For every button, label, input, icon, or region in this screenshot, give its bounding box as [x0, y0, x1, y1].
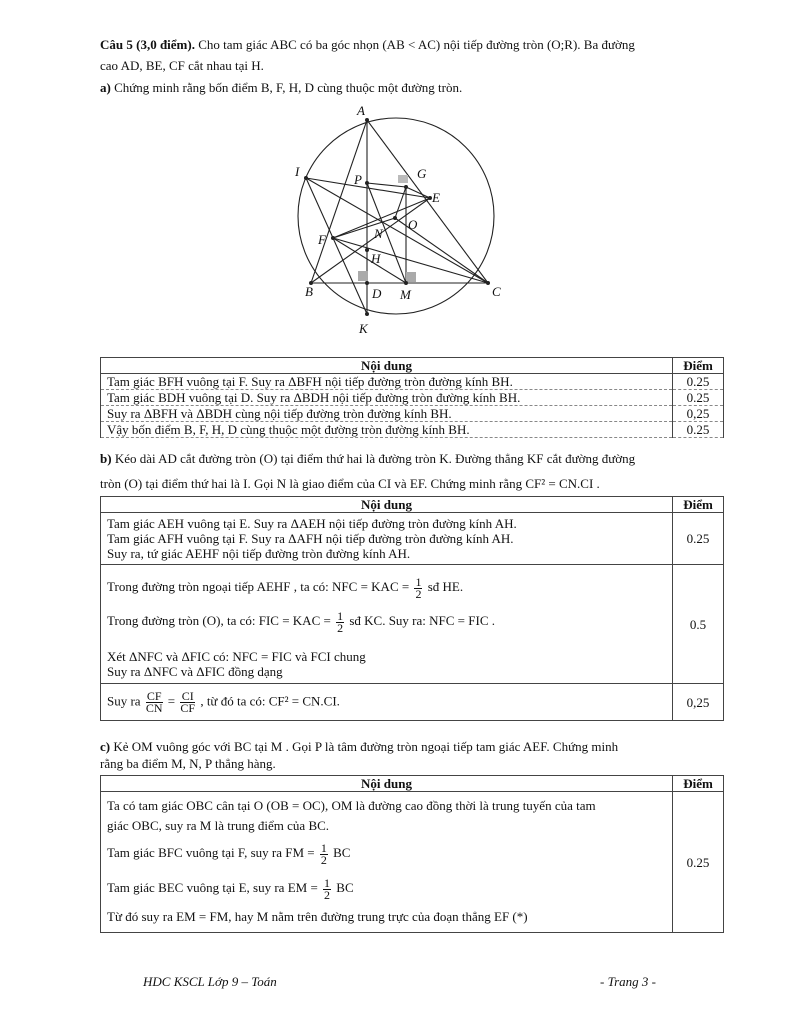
fraction: $\frac{1}{2}$ [415, 574, 422, 601]
header-score: Điểm [673, 776, 724, 792]
table-part-a [100, 357, 724, 438]
row-text: sđ HE. [424, 579, 464, 594]
row-text: sđ KC. Suy ra: NFC = FIC . [346, 613, 495, 628]
table-row [101, 513, 724, 565]
table-row [101, 422, 724, 438]
question-text-1: Cho tam giác ABC có ba góc nhọn (AB < AC) nội tiếp đường tròn (O;R). Ba đường [194, 37, 635, 52]
part-c-label: c) [100, 739, 111, 754]
part-a-prompt [100, 80, 462, 96]
label-i: I [295, 164, 300, 179]
row-score: 0.25 [673, 390, 724, 406]
row-line: Tam giác AEH vuông tại E. Suy ra ΔAEH nội tiếp đường tròn đường kính AH. [107, 516, 517, 531]
part-a-text: Chứng minh rằng bốn điểm B, F, H, D cùng thuộc một đường tròn. [110, 80, 463, 95]
table-row [101, 390, 724, 406]
row-text: Suy ra ΔBFH và ΔBDH cùng nội tiếp đường tròn đường kính BH. [101, 406, 673, 422]
row-text: Trong đường tròn (O), ta có: FIC = KAC = [107, 613, 335, 628]
row-line: Suy ra ΔNFC và ΔFIC đồng dạng [107, 664, 283, 679]
row-line: Xét ΔNFC và ΔFIC có: NFC = FIC và FCI chung [107, 649, 366, 664]
label-n: N [374, 226, 383, 241]
fraction: $\frac{1}{2}$ [324, 875, 331, 902]
label-c: C [492, 284, 501, 299]
header-score: Điểm [673, 358, 724, 374]
row-text: BC [329, 845, 351, 860]
table-row [101, 406, 724, 422]
fraction: $\frac{1}{2}$ [320, 840, 327, 867]
part-b-label: b) [100, 451, 112, 466]
header-score: Điểm [673, 497, 724, 513]
row-line: Từ đó suy ra EM = FM, hay M nằm trên đường trung trực của đoạn thẳng EF (*) [107, 909, 528, 924]
label-k: K [359, 321, 368, 336]
question-label: Câu 5 (3,0 điểm). [100, 37, 195, 52]
row-text: BC [333, 880, 354, 895]
header-content: Nội dung [101, 358, 673, 374]
row-score: 0.25 [673, 513, 724, 565]
footer-page-number: - Trang 3 - [600, 974, 656, 989]
row-score: 0.5 [673, 565, 724, 684]
row-text: Tam giác BDH vuông tại D. Suy ra ΔBDH nội tiếp đường tròn đường kính BH. [101, 390, 673, 406]
row-score: 0.25 [673, 374, 724, 390]
label-e: E [432, 190, 440, 205]
row-text: , từ đó ta có: CF² = CN.CI. [197, 692, 340, 708]
header-content: Nội dung [101, 776, 673, 792]
label-h: H [371, 251, 381, 266]
row-text: Vậy bốn điểm B, F, H, D cùng thuộc một đường tròn đường kính BH. [101, 422, 673, 438]
fraction: $\frac{1}{2}$ [337, 608, 344, 635]
table-row [101, 374, 724, 390]
part-a-label: a) [100, 80, 111, 95]
header-content: Nội dung [101, 497, 673, 513]
part-b-line-1: Kéo dài AD cắt đường tròn (O) tại điểm thứ hai là đường tròn K. Đường thẳng KF cắt đường đường [111, 451, 636, 466]
part-c-line-1: Kẻ OM vuông góc với BC tại M . Gọi P là tâm đường tròn ngoại tiếp tam giác AEF. Chứng minh [110, 739, 619, 754]
part-b-line-2: tròn (O) tại điểm thứ hai là I. Gọi N là giao điểm của CI và EF. Chứng minh rằng CF² = CN.CI . [100, 476, 600, 491]
row-line: giác OBC, suy ra M là trung điểm của BC. [107, 818, 330, 833]
row-line: Suy ra, tứ giác AEHF nội tiếp đường tròn đường kính AH. [107, 546, 411, 561]
fraction: $\frac{CI}{CF}$ [180, 688, 196, 715]
row-score: 0.25 [673, 792, 724, 933]
table-row [101, 792, 724, 933]
row-text: Trong đường tròn ngoại tiếp AEHF , ta có: NFC = KAC = [107, 579, 413, 594]
table-part-c [100, 775, 724, 933]
row-line: Ta có tam giác OBC cân tại O (OB = OC), OM là đường cao đồng thời là trung tuyến của tam [107, 798, 596, 813]
fraction: $\frac{CF}{CN}$ [145, 688, 163, 715]
label-p: P [354, 172, 362, 187]
part-c-prompt [100, 739, 618, 755]
label-o: O [408, 217, 418, 232]
row-line: Tam giác AFH vuông tại F. Suy ra ΔAFH nội tiếp đường tròn đường kính AH. [107, 531, 514, 546]
label-f: F [318, 232, 326, 247]
row-text: Tam giác BFC vuông tại F, suy ra FM = [107, 845, 318, 860]
label-g: G [417, 166, 427, 181]
label-d: D [372, 286, 382, 301]
part-c-line-2: rằng ba điểm M, N, P thẳng hàng. [100, 756, 276, 771]
question-heading [100, 37, 635, 53]
row-score: 0,25 [673, 684, 724, 721]
row-text: Tam giác BEC vuông tại E, suy ra EM = [107, 880, 322, 895]
label-b: B [305, 284, 313, 299]
table-part-b [100, 496, 724, 721]
row-text: Suy ra [107, 692, 144, 708]
row-score: 0,25 [673, 406, 724, 422]
row-text: Tam giác BFH vuông tại F. Suy ra ΔBFH nội tiếp đường tròn đường kính BH. [101, 374, 673, 390]
geometry-figure [290, 100, 510, 340]
table-row: Suy ra $\frac{CF}{CN}$ = $\frac{CI}{CF}$ , từ đó ta có: CF² = CN.CI. 0,25 [101, 684, 724, 721]
question-text-2: cao AD, BE, CF cắt nhau tại H. [100, 58, 264, 73]
label-m: M [400, 287, 411, 302]
footer-left: HDC KSCL Lớp 9 – Toán [143, 974, 277, 989]
table-row [101, 565, 724, 684]
label-a: A [357, 103, 365, 118]
part-b-prompt [100, 451, 635, 467]
row-score: 0.25 [673, 422, 724, 438]
